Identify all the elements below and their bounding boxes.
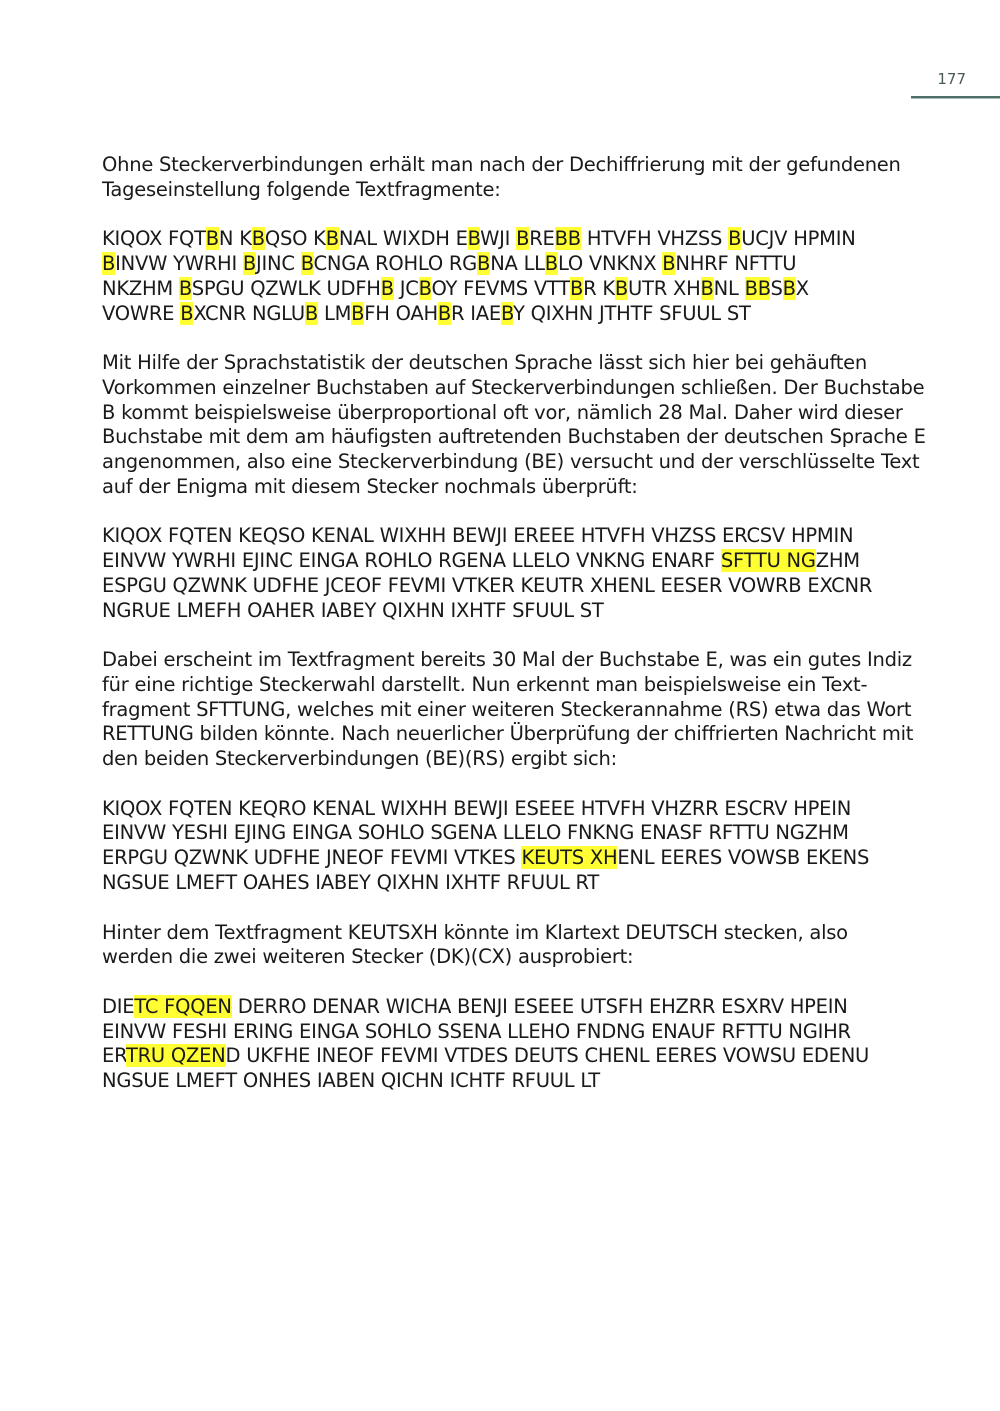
text-line bbox=[102, 673, 912, 698]
text-segment: NAL WIXDH E bbox=[338, 227, 468, 251]
text-segment: R K bbox=[583, 276, 615, 300]
text-segment: KIQOX FQTEN KEQSO KENAL WIXHH BEWJI EREEE HTVFH VHZSS ERCSV HPMIN bbox=[102, 524, 854, 548]
cipher-line bbox=[102, 277, 912, 302]
text-segment: KIQOX FQTEN KEQRO KENAL WIXHH BEWJI ESEEE HTVFH VHZRR ESCRV HPEIN bbox=[102, 796, 852, 820]
highlighted-fragment: B bbox=[662, 252, 676, 276]
text-segment: Y QIXHN JTHTF SFUUL ST bbox=[513, 301, 751, 325]
text-segment: D UKFHE INEOF FEVMI VTDES DEUTS CHENL EERES VOWSU EDENU bbox=[225, 1044, 870, 1068]
highlighted-fragment: KEUTS XH bbox=[521, 846, 618, 870]
text-segment: Mit Hilfe der Sprachstatistik der deutschen Sprache lässt sich hier bei gehäuften bbox=[102, 351, 868, 375]
highlighted-fragment: B bbox=[380, 276, 394, 300]
text-segment: N K bbox=[218, 227, 252, 251]
cipher-line bbox=[102, 1020, 912, 1045]
text-segment: JINC bbox=[256, 252, 301, 276]
text-segment: WJI bbox=[480, 227, 517, 251]
highlighted-fragment: B bbox=[500, 301, 513, 325]
highlighted-fragment: B bbox=[205, 227, 219, 251]
cipher-line bbox=[102, 227, 912, 252]
highlighted-fragment: B bbox=[544, 252, 558, 276]
text-segment: ZHM bbox=[815, 549, 860, 573]
text-segment: KIQOX FQT bbox=[102, 227, 206, 251]
highlighted-fragment: B bbox=[178, 276, 192, 300]
text-line bbox=[102, 178, 912, 203]
cipher-line bbox=[102, 797, 912, 822]
page-number: 177 bbox=[937, 70, 966, 88]
text-segment: ERPGU QZWNK UDFHE JNEOF FEVMI VTKES bbox=[102, 846, 522, 870]
highlighted-fragment: B bbox=[300, 252, 314, 276]
text-segment: UTR XH bbox=[628, 276, 701, 300]
text-segment: EINVW YWRHI EJINC EINGA ROHLO RGENA LLELO VNKNG ENARF bbox=[102, 549, 721, 573]
text-segment: RE bbox=[529, 227, 555, 251]
text-line bbox=[102, 945, 912, 970]
text-line bbox=[102, 648, 912, 673]
highlighted-fragment: B bbox=[180, 301, 194, 325]
cipher-text-block bbox=[102, 524, 912, 623]
text-segment: ESPGU QZWNK UDFHE JCEOF FEVMI VTKER KEUTR XHENL EESER VOWRB EXCNR bbox=[102, 573, 873, 597]
text-line bbox=[102, 921, 912, 946]
page-content bbox=[102, 153, 926, 1119]
highlighted-fragment: B bbox=[251, 227, 265, 251]
cipher-line bbox=[102, 1069, 912, 1094]
paragraph bbox=[102, 351, 926, 499]
paragraph bbox=[102, 153, 912, 202]
text-segment: auf der Enigma mit diesem Stecker nochmals überprüft: bbox=[102, 474, 638, 498]
text-segment: NGRUE LMEFH OAHER IABEY QIXHN IXHTF SFUUL ST bbox=[102, 598, 604, 622]
text-segment: FH OAH bbox=[364, 301, 438, 325]
text-line bbox=[102, 450, 920, 475]
text-line bbox=[102, 747, 912, 772]
cipher-line bbox=[102, 599, 912, 624]
header-rule bbox=[911, 96, 1000, 99]
text-segment: NKZHM bbox=[102, 276, 179, 300]
text-segment: CNGA ROHLO RG bbox=[313, 252, 478, 276]
text-segment: Tageseinstellung folgende Textfragmente: bbox=[102, 177, 501, 201]
text-segment: B kommt beispielsweise überproportional oft vor, nämlich 28 Mal. Daher wird dieser bbox=[102, 400, 903, 424]
text-segment: JC bbox=[393, 276, 419, 300]
text-segment: Buchstabe mit dem am häufigsten auftretenden Buchstaben der deutschen Sprache E bbox=[102, 425, 926, 449]
highlighted-fragment: B bbox=[477, 252, 491, 276]
text-segment: S bbox=[770, 276, 783, 300]
text-segment: NGSUE LMEFT ONHES IABEN QICHN ICHTF RFUUL LT bbox=[102, 1069, 600, 1093]
highlighted-fragment: B bbox=[242, 252, 257, 276]
text-segment: OY FEVMS VTT bbox=[431, 276, 570, 300]
text-segment: INVW YWRHI bbox=[115, 252, 243, 276]
cipher-line bbox=[102, 574, 912, 599]
highlighted-fragment: BB bbox=[744, 276, 771, 300]
highlighted-fragment: BB bbox=[554, 227, 581, 251]
highlighted-fragment: B bbox=[467, 227, 481, 251]
text-line bbox=[102, 153, 912, 178]
text-segment: XCNR NGLU bbox=[193, 301, 305, 325]
text-segment: VOWRE bbox=[102, 301, 181, 325]
text-segment: ENL EERES VOWSB EKENS bbox=[617, 846, 870, 870]
text-segment: ER bbox=[102, 1044, 126, 1068]
text-segment: R IAE bbox=[451, 301, 501, 325]
text-segment: angenommen, also eine Steckerverbindung (BE) versucht und der verschlüsselte Text bbox=[102, 450, 920, 474]
highlighted-fragment: TC FQQEN bbox=[134, 994, 232, 1018]
highlighted-fragment: B bbox=[304, 301, 318, 325]
text-segment: Dabei erscheint im Textfragment bereits 30 Mal der Buchstabe E, was ein gutes Indiz bbox=[102, 648, 912, 672]
text-segment: EINVW FESHI ERING EINGA SOHLO SSENA LLEHO FNDNG ENAUF RFTTU NGIHR bbox=[102, 1019, 851, 1043]
highlighted-fragment: B bbox=[437, 301, 452, 325]
text-segment: DERRO DENAR WICHA BENJI ESEEE UTSFH EHZRR ESXRV HPEIN bbox=[231, 994, 848, 1018]
highlighted-fragment: B bbox=[516, 227, 530, 251]
text-segment: NL bbox=[713, 276, 745, 300]
text-segment: Ohne Steckerverbindungen erhält man nach der Dechiffrierung mit der gefundenen bbox=[102, 153, 901, 176]
highlighted-fragment: B bbox=[102, 252, 116, 276]
cipher-line bbox=[102, 995, 912, 1020]
cipher-line bbox=[102, 549, 912, 574]
text-segment: X bbox=[795, 276, 809, 300]
text-segment: HTVFH VHZSS bbox=[580, 227, 729, 251]
cipher-line bbox=[102, 821, 912, 846]
highlighted-fragment: B bbox=[351, 301, 365, 325]
text-line bbox=[102, 698, 912, 723]
highlighted-fragment: SFTTU NG bbox=[720, 549, 816, 573]
text-segment: DIE bbox=[102, 994, 135, 1018]
text-segment: RETTUNG bilden könnte. Nach neuerlicher Überprüfung der chiffrierten Nachricht mit bbox=[102, 722, 914, 746]
cipher-text-block bbox=[102, 227, 912, 326]
highlighted-fragment: B bbox=[569, 276, 584, 300]
highlighted-fragment: B bbox=[325, 227, 339, 251]
text-segment: NHRF NFTTU bbox=[675, 252, 797, 276]
text-segment: NA LL bbox=[490, 252, 545, 276]
cipher-line bbox=[102, 846, 912, 871]
text-segment: SPGU QZWLK UDFH bbox=[191, 276, 381, 300]
text-segment: für eine richtige Steckerwahl darstellt. Nun erkennt man beispielsweise ein Text- bbox=[102, 672, 868, 696]
text-segment: Hinter dem Textfragment KEUTSXH könnte im Klartext DEUTSCH stecken, also bbox=[102, 920, 848, 944]
highlighted-fragment: B bbox=[418, 276, 432, 300]
text-line bbox=[102, 722, 912, 747]
text-segment: UCJV HPMIN bbox=[741, 227, 856, 251]
highlighted-fragment: B bbox=[614, 276, 629, 300]
text-segment: QSO K bbox=[264, 227, 326, 251]
text-segment: fragment SFTTUNG, welches mit einer weiteren Steckerannahme (RS) etwa das Wort bbox=[102, 697, 912, 721]
text-segment: den beiden Steckerverbindungen (BE)(RS) ergibt sich: bbox=[102, 747, 617, 771]
cipher-text-block bbox=[102, 995, 912, 1094]
cipher-line bbox=[102, 302, 912, 327]
highlighted-fragment: B bbox=[728, 227, 742, 251]
paragraph bbox=[102, 648, 912, 772]
text-segment: NGSUE LMEFT OAHES IABEY QIXHN IXHTF RFUUL RT bbox=[102, 870, 600, 894]
cipher-line bbox=[102, 871, 912, 896]
highlighted-fragment: TRU QZEN bbox=[125, 1044, 226, 1068]
highlighted-fragment: B bbox=[782, 276, 796, 300]
cipher-line bbox=[102, 1044, 912, 1069]
text-line bbox=[102, 351, 912, 376]
paragraph bbox=[102, 921, 912, 970]
text-segment: werden die zwei weiteren Stecker (DK)(CX) ausprobiert: bbox=[102, 945, 634, 969]
text-segment: LO VNKNX bbox=[557, 252, 663, 276]
text-line bbox=[102, 475, 912, 500]
text-line bbox=[102, 401, 912, 426]
text-segment: EINVW YESHI EJING EINGA SOHLO SGENA LLELO FNKNG ENASF RFTTU NGZHM bbox=[102, 821, 849, 845]
cipher-line bbox=[102, 252, 912, 277]
cipher-text-block bbox=[102, 797, 912, 896]
highlighted-fragment: B bbox=[700, 276, 714, 300]
text-line bbox=[102, 425, 926, 450]
text-segment: Vorkommen einzelner Buchstaben auf Steckerverbindungen schließen. Der Buchstabe bbox=[102, 375, 925, 399]
cipher-line bbox=[102, 524, 912, 549]
text-line bbox=[102, 375, 925, 401]
text-segment: LM bbox=[318, 301, 352, 325]
